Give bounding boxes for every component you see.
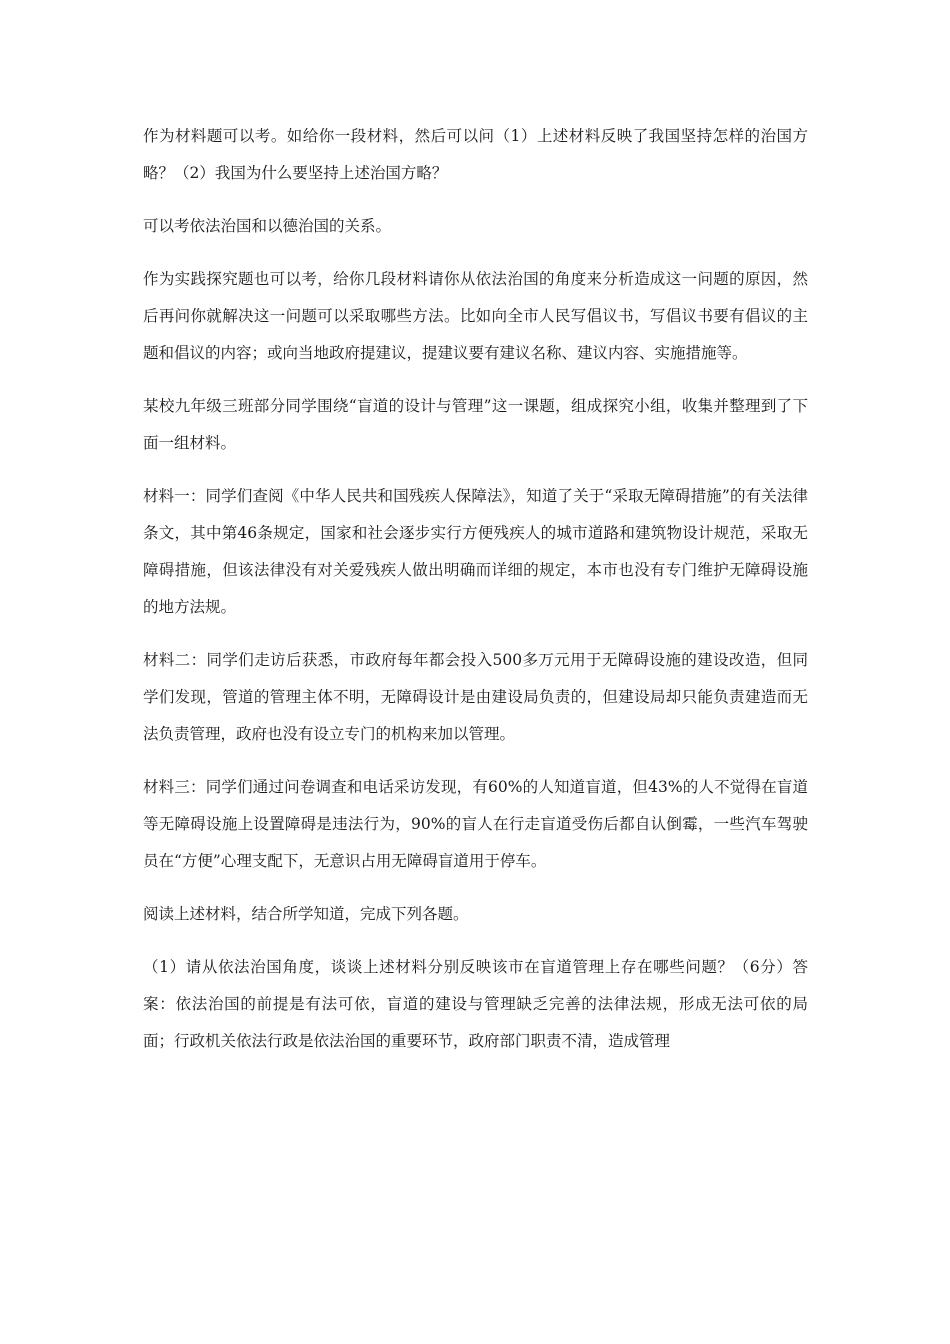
paragraph-material-one: 材料一：同学们查阅《中华人民共和国残疾人保障法》，知道了关于“采取无障碍措施”的有关法律条文，其中第46条规定，国家和社会逐步实行方便残疾人的城市道路和建筑物设计规范，采取无障碍措施，但该法律没有对关爱残疾人做出明确而详细的规定，本市也没有专门维护无障碍设施的地方法规。 (143, 487, 808, 616)
paragraph-instruction: 阅读上述材料，结合所学知道，完成下列各题。 (143, 905, 469, 923)
paragraph-relation: 可以考依法治国和以德治国的关系。 (143, 217, 392, 235)
paragraph-material-question: 作为材料题可以考。如给你一段材料，然后可以问（1）上述材料反映了我国坚持怎样的治国方略？（2）我国为什么要坚持上述治国方略？ (143, 127, 808, 182)
paragraph-question-one: （1）请从依法治国角度，谈谈上述材料分别反映该市在盲道管理上存在哪些问题？（6分）答案：依法治国的前提是有法可依，盲道的建设与管理缺乏完善的法律法规，形成无法可依的局面；行政机关依法行政是依法治国的重要环节，政府部门职责不清，造成管理 (143, 958, 808, 1050)
paragraph-material-three: 材料三：同学们通过问卷调查和电话采访发现，有60%的人知道盲道，但43%的人不觉得在盲道等无障碍设施上设置障碍是违法行为，90%的盲人在行走盲道受伤后都自认倒霉，一些汽车驾驶员在“方便”心理支配下，无意识占用无障碍盲道用于停车。 (143, 778, 808, 870)
paragraph-intro: 某校九年级三班部分同学围绕“盲道的设计与管理”这一课题，组成探究小组，收集并整理到了下面一组材料。 (143, 397, 808, 452)
paragraph-material-two: 材料二：同学们走访后获悉，市政府每年都会投入500多万元用于无障碍设施的建设改造，但同学们发现，管道的管理主体不明，无障碍设计是由建设局负责的，但建设局却只能负责建造而无法负责管理，政府也没有设立专门的机构来加以管理。 (143, 651, 808, 743)
document-body (143, 118, 808, 1076)
paragraph-practice-question: 作为实践探究题也可以考，给你几段材料请你从依法治国的角度来分析造成这一问题的原因，然后再问你就解决这一问题可以采取哪些方法。比如向全市人民写倡议书，写倡议书要有倡议的主题和倡议的内容；或向当地政府提建议，提建议要有建议名称、建议内容、实施措施等。 (143, 270, 808, 362)
